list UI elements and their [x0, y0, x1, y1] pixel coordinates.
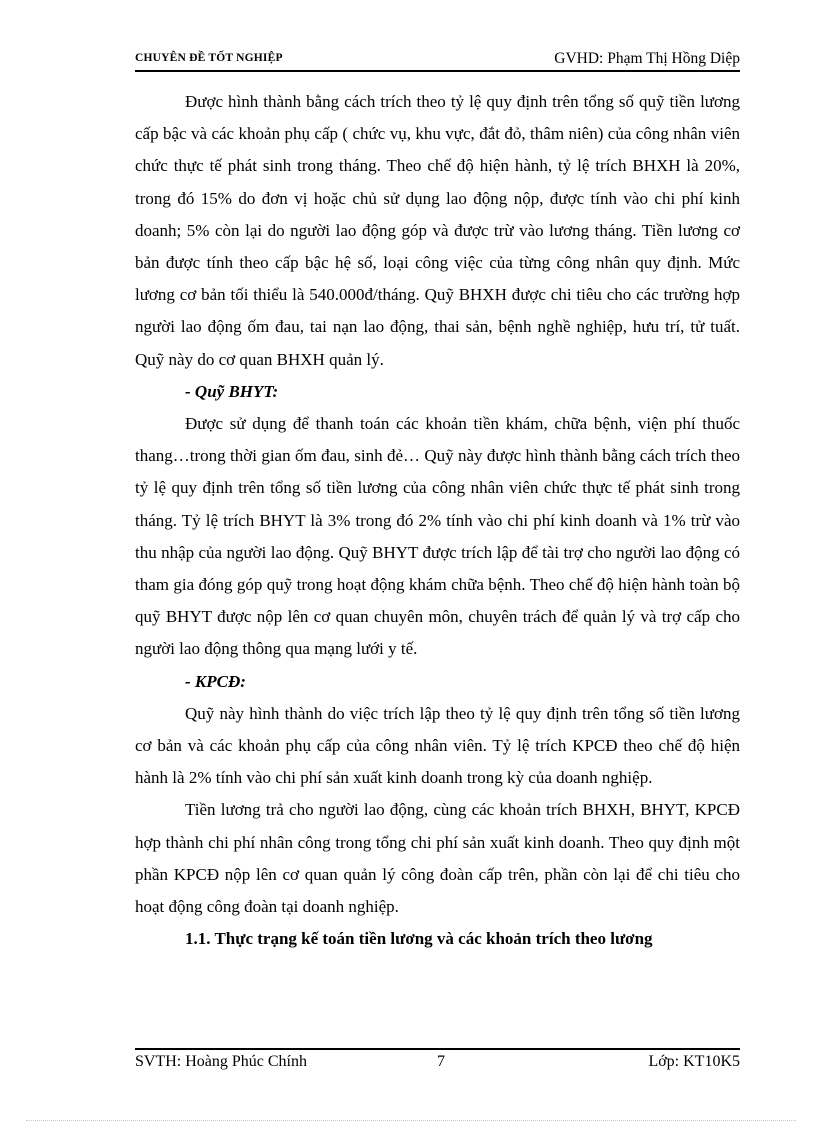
page-number: 7: [437, 1053, 445, 1070]
paragraph-kpcd: Quỹ này hình thành do việc trích lập theo tỷ lệ quy định trên tổng số tiền lương cơ bản và các khoản phụ cấp của công nhân viên. Tỷ lệ trích KPCĐ theo chế độ hiện hành là 2% tính vào chi phí sản xuất kinh doanh trong kỳ của doanh nghiệp.: [135, 703, 740, 788]
footer-divider: [135, 1048, 740, 1050]
document-body: [135, 86, 740, 955]
page-footer: [135, 1053, 740, 1077]
paragraph-labor-cost: Tiền lương trả cho người lao động, cùng các khoản trích BHXH, BHYT, KPCĐ hợp thành chi phí nhân công trong tổng chi phí sản xuất kinh doanh. Theo quy định một phần KPCĐ nộp lên cơ quan quản lý công đoàn cấp trên, phần còn lại để chi tiêu cho hoạt động công đoàn tại doanh nghiệp.: [135, 800, 740, 917]
footer-class: Lớp: KT10K5: [648, 1053, 740, 1070]
heading-bhyt: - Quỹ BHYT:: [185, 381, 279, 401]
paragraph-bhyt: Được sử dụng để thanh toán các khoản tiền khám, chữa bệnh, viện phí thuốc thang…trong thời gian ốm đau, sinh đẻ… Quỹ này được hình thành bằng cách trích theo tỷ lệ quy định trên tổng số tiền lương của công nhân viên chức thực tế phát sinh trong tháng. Tỷ lệ trích BHYT là 3% trong đó 2% tính vào chi phí kinh doanh và 1% trừ vào thu nhập của người lao động. Quỹ BHYT được trích lập để tài trợ cho người lao động có tham gia đóng góp quỹ trong hoạt động khám chữa bệnh. Theo chế độ hiện hành toàn bộ quỹ BHYT được nộp lên cơ quan chuyên môn, chuyên trách để quản lý và trợ cấp cho người lao động thông qua mạng lưới y tế.: [135, 414, 740, 659]
paragraph-bhxh: Được hình thành bằng cách trích theo tỷ lệ quy định trên tổng số quỹ tiền lương cấp bậc và các khoản phụ cấp ( chức vụ, khu vực, đắt đỏ, thâm niên) của công nhân viên chức thực tế phát sinh trong tháng. Theo chế độ hiện hành, tỷ lệ trích BHXH là 20%, trong đó 15% do đơn vị hoặc chủ sử dụng lao động nộp, được tính vào chi phí kinh doanh; 5% còn lại do người lao động góp và được trừ vào lương tháng. Tiền lương cơ bản được tính theo cấp bậc hệ số, loại công việc của từng công nhân quy định. Mức lương cơ bản tối thiểu là 540.000đ/tháng. Quỹ BHXH được chi tiêu cho các trường hợp người lao động ốm đau, tai nạn lao động, thai sản, bệnh nghề nghiệp, hưu trí, tử tuất. Quỹ này do cơ quan BHXH quản lý.: [135, 92, 740, 369]
header-title: CHUYÊN ĐỀ TỐT NGHIỆP: [135, 52, 283, 64]
header-supervisor: GVHD: Phạm Thị Hồng Diệp: [554, 50, 740, 67]
footer-student: SVTH: Hoàng Phúc Chính: [135, 1053, 307, 1070]
page-edge-divider: [26, 1120, 796, 1121]
heading-kpcd: - KPCĐ:: [185, 671, 246, 691]
section-heading: 1.1. Thực trạng kế toán tiền lương và các khoản trích theo lương: [185, 929, 653, 949]
page-header: [135, 48, 740, 72]
